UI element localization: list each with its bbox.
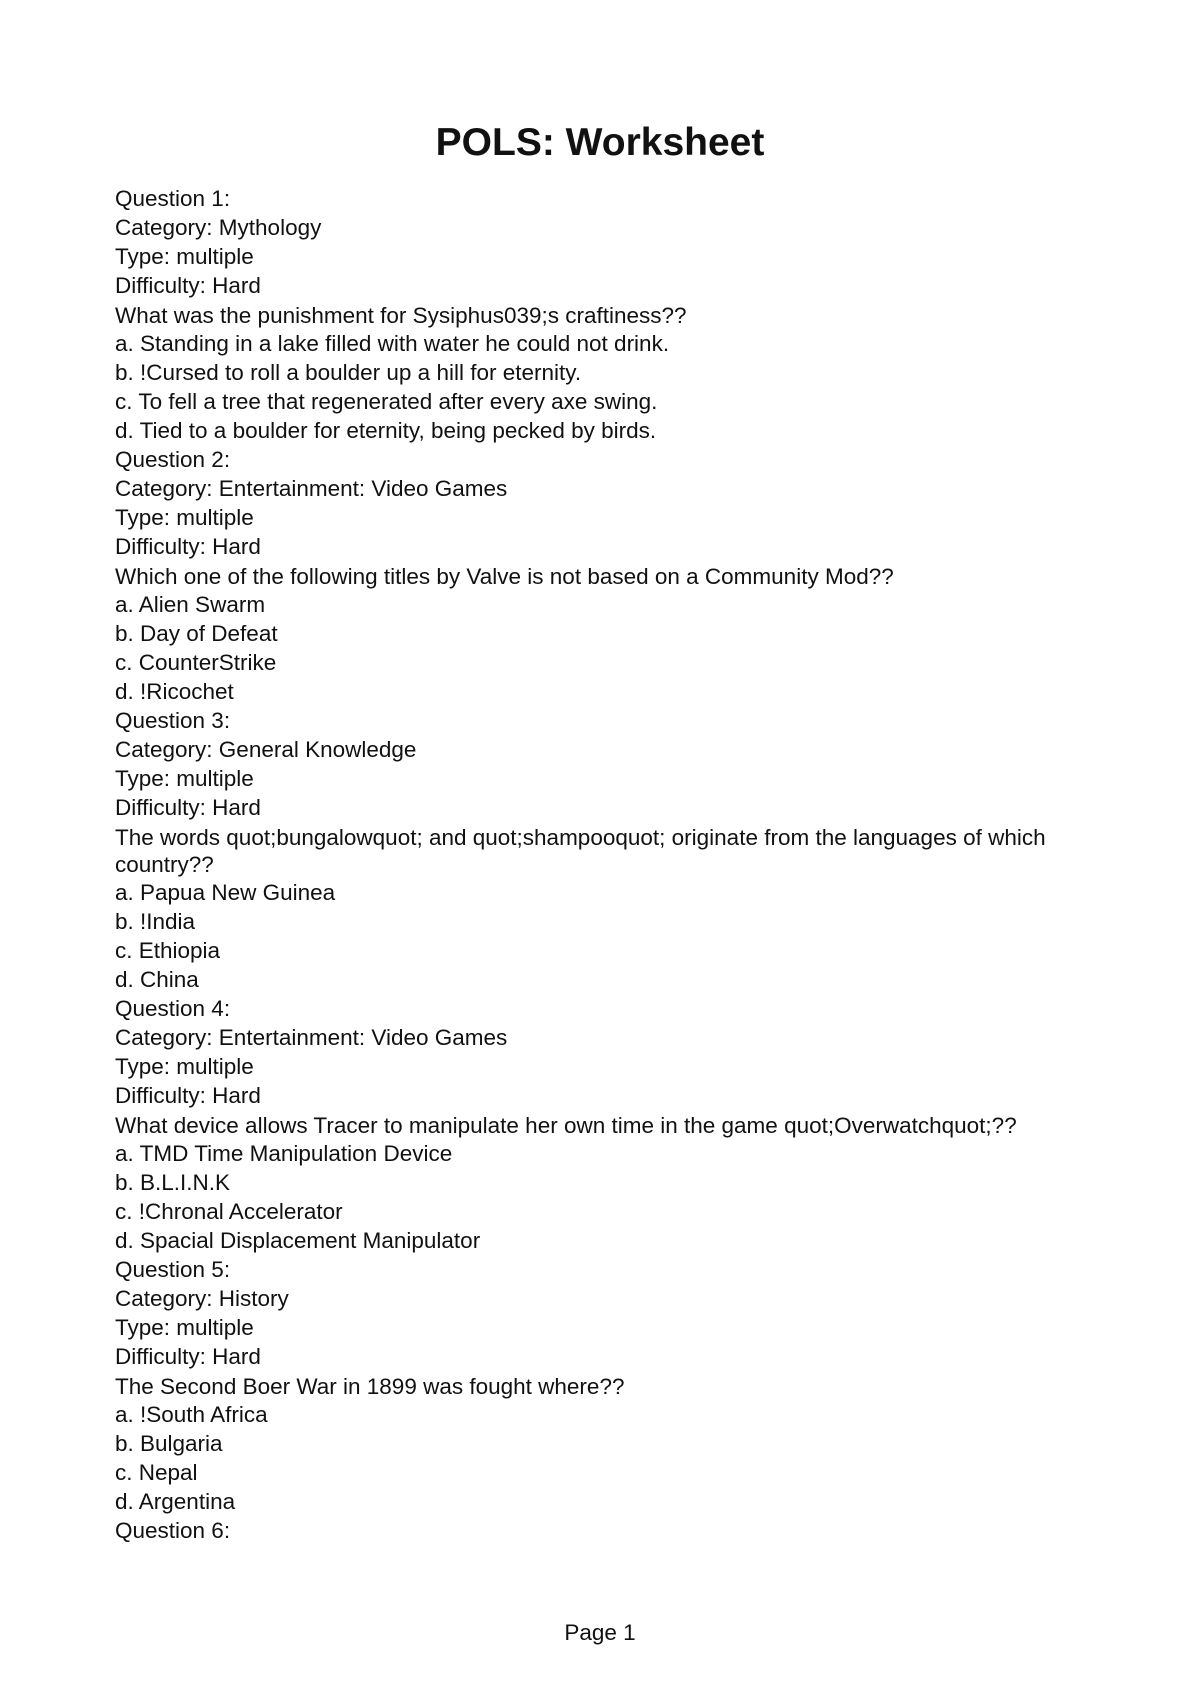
answer-option: d. Spacial Displacement Manipulator xyxy=(115,1228,481,1253)
question-text: The Second Boer War in 1899 was fought where?? xyxy=(115,1374,625,1399)
question-difficulty: Difficulty: Hard xyxy=(115,1083,261,1108)
answer-option: b. Bulgaria xyxy=(115,1431,223,1456)
question-text: Which one of the following titles by Valve is not based on a Community Mod?? xyxy=(115,564,894,589)
question-difficulty: Difficulty: Hard xyxy=(115,534,261,559)
question-type: Type: multiple xyxy=(115,1315,254,1340)
answer-option: b. B.L.I.N.K xyxy=(115,1170,231,1195)
answer-option: c. !Chronal Accelerator xyxy=(115,1199,343,1224)
question-heading: Question 5: xyxy=(115,1257,231,1282)
question-text: The words quot;bungalowquot; and quot;shampooquot; originate from the languages of which country?? xyxy=(115,825,1046,877)
answer-option: b. Day of Defeat xyxy=(115,621,278,646)
answer-option: b. !Cursed to roll a boulder up a hill for eternity. xyxy=(115,360,582,385)
question-heading: Question 1: xyxy=(115,186,231,211)
question-list xyxy=(115,184,1100,1545)
question-difficulty: Difficulty: Hard xyxy=(115,273,261,298)
question-text: What device allows Tracer to manipulate her own time in the game quot;Overwatchquot;?? xyxy=(115,1113,1017,1138)
page-number: Page 1 xyxy=(564,1620,636,1645)
answer-option: d. China xyxy=(115,967,199,992)
answer-option: a. Standing in a lake filled with water he could not drink. xyxy=(115,331,670,356)
question-category: Category: Entertainment: Video Games xyxy=(115,476,508,501)
answer-option: a. TMD Time Manipulation Device xyxy=(115,1141,453,1166)
question-type: Type: multiple xyxy=(115,244,254,269)
answer-option: a. Papua New Guinea xyxy=(115,880,336,905)
question-heading: Question 4: xyxy=(115,996,231,1021)
question-heading: Question 6: xyxy=(115,1518,231,1543)
question-block xyxy=(115,184,1100,445)
answer-option: c. Nepal xyxy=(115,1460,198,1485)
answer-option: b. !India xyxy=(115,909,196,934)
question-category: Category: History xyxy=(115,1286,289,1311)
answer-option: c. CounterStrike xyxy=(115,650,277,675)
answer-option: a. !South Africa xyxy=(115,1402,268,1427)
question-block xyxy=(115,1255,1100,1516)
question-block xyxy=(115,706,1100,994)
question-block xyxy=(115,445,1100,706)
answer-option: c. To fell a tree that regenerated after every axe swing. xyxy=(115,389,658,414)
question-difficulty: Difficulty: Hard xyxy=(115,1344,261,1369)
question-text: What was the punishment for Sysiphus039;s craftiness?? xyxy=(115,303,687,328)
question-block xyxy=(115,994,1100,1255)
question-category: Category: Entertainment: Video Games xyxy=(115,1025,508,1050)
answer-option: d. !Ricochet xyxy=(115,679,234,704)
question-category: Category: General Knowledge xyxy=(115,737,417,762)
page-title: POLS: Worksheet xyxy=(435,121,765,164)
answer-option: d. Tied to a boulder for eternity, being pecked by birds. xyxy=(115,418,657,443)
question-category: Category: Mythology xyxy=(115,215,322,240)
answer-option: d. Argentina xyxy=(115,1489,236,1514)
question-heading: Question 2: xyxy=(115,447,231,472)
answer-option: a. Alien Swarm xyxy=(115,592,266,617)
question-type: Type: multiple xyxy=(115,1054,254,1079)
question-difficulty: Difficulty: Hard xyxy=(115,795,261,820)
question-type: Type: multiple xyxy=(115,766,254,791)
question-heading: Question 3: xyxy=(115,708,231,733)
answer-option: c. Ethiopia xyxy=(115,938,221,963)
question-type: Type: multiple xyxy=(115,505,254,530)
